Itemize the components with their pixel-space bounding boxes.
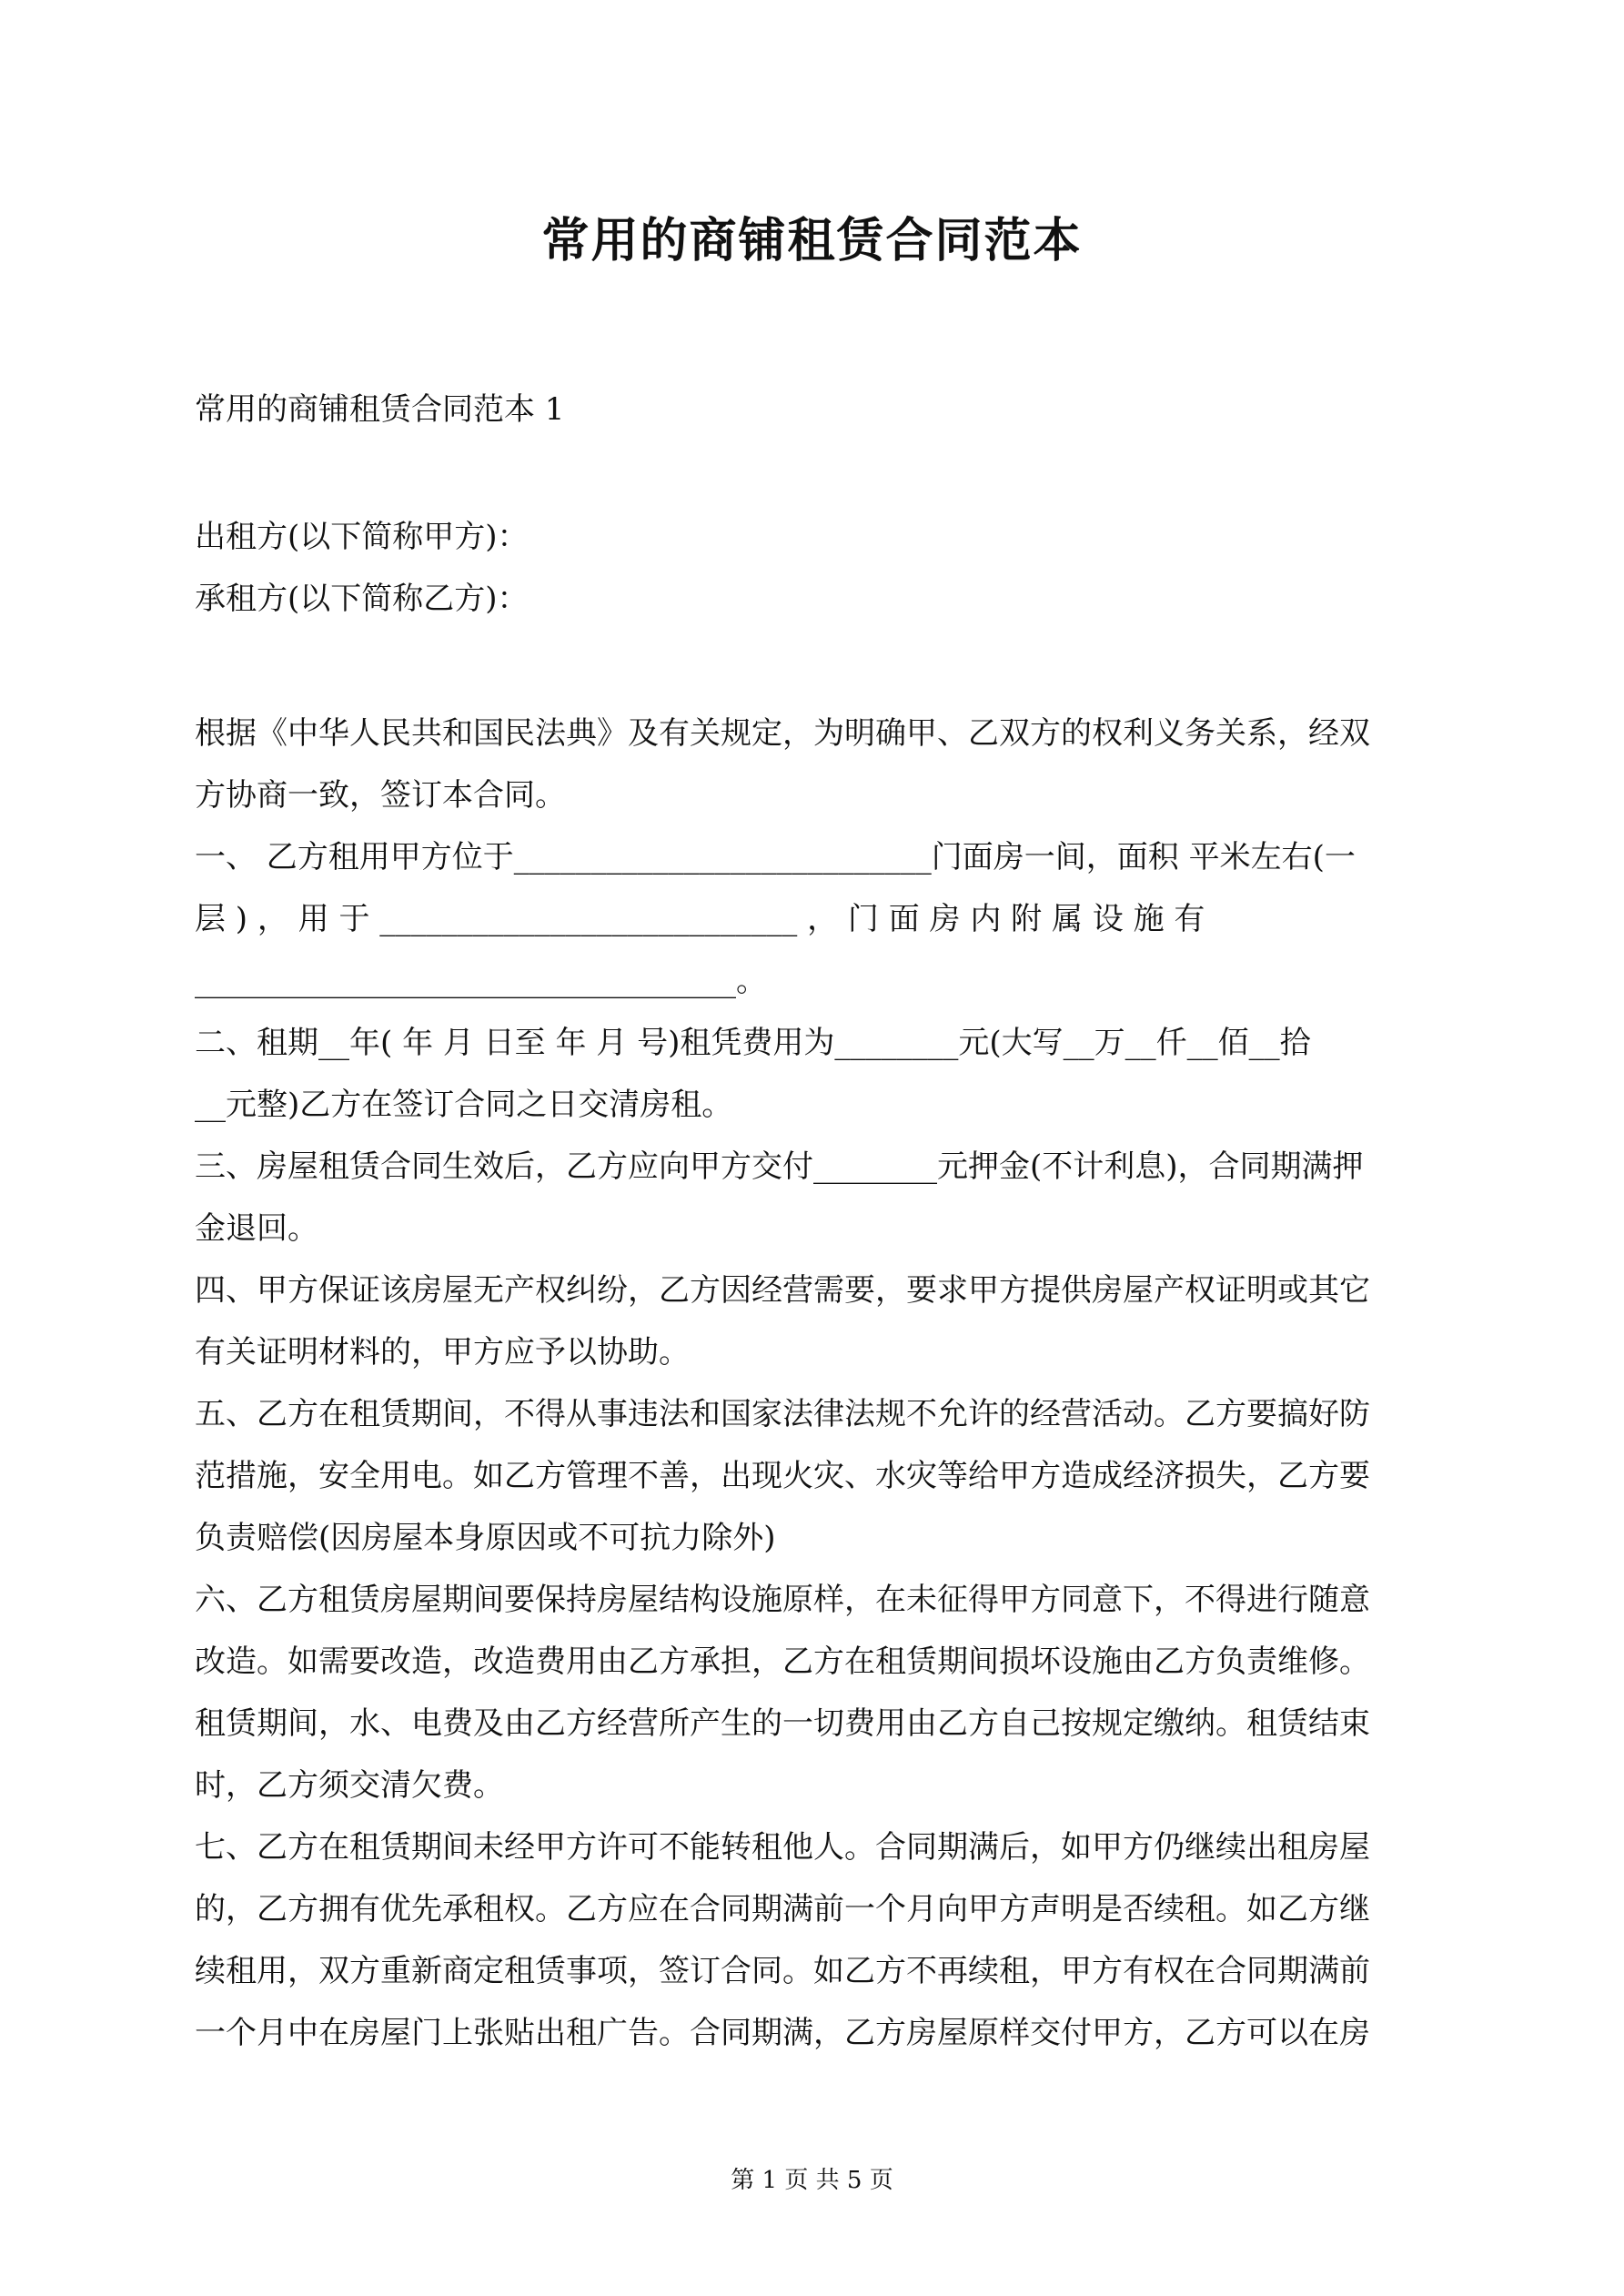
lessee-line: 承租方(以下简称乙方)：: [195, 581, 529, 617]
document-title: 常用的商铺租赁合同范本: [541, 213, 1083, 268]
body-line: 有关证明材料的，甲方应予以协助。: [195, 1334, 690, 1371]
body-line: 层 ) ， 用 于 ___________________________ ， 门 面 房 内 附 属 设 施 有: [195, 901, 1205, 937]
body-line: 负责赔偿(因房屋本身原因或不可抗力除外): [195, 1520, 776, 1556]
body-line: ___________________________________。: [195, 963, 767, 999]
body-line: 六、乙方租赁房屋期间要保持房屋结构设施原样，在未征得甲方同意下，不得进行随意: [195, 1582, 1370, 1618]
body-line: 金退回。: [195, 1210, 318, 1247]
body-line: 一、 乙方租用甲方位于___________________________门面房一间，面积 平米左右(一: [195, 839, 1356, 875]
body-line: 方协商一致，签订本合同。: [195, 777, 566, 814]
body-line: 的，乙方拥有优先承租权。乙方应在合同期满前一个月向甲方声明是否续租。如乙方继: [195, 1891, 1370, 1927]
body-line: __元整)乙方在签订合同之日交清房租。: [195, 1087, 733, 1123]
body-line: 时，乙方须交清欠费。: [195, 1767, 504, 1804]
body-line: 三、房屋租赁合同生效后，乙方应向甲方交付________元押金(不计利息)，合同期满押: [195, 1148, 1364, 1185]
body-line: 续租用，双方重新商定租赁事项，签订合同。如乙方不再续租，甲方有权在合同期满前: [195, 1953, 1370, 1989]
body-line: 租赁期间，水、电费及由乙方经营所产生的一切费用由乙方自己按规定缴纳。租赁结束: [195, 1705, 1370, 1742]
page-footer: 第 1 页 共 5 页: [731, 2167, 893, 2194]
body-line: 四、甲方保证该房屋无产权纠纷，乙方因经营需要，要求甲方提供房屋产权证明或其它: [195, 1272, 1370, 1309]
body-line: 根据《中华人民共和国民法典》及有关规定，为明确甲、乙双方的权利义务关系，经双: [195, 715, 1370, 752]
body-line: 五、乙方在租赁期间，不得从事违法和国家法律法规不允许的经营活动。乙方要搞好防: [195, 1396, 1370, 1432]
body-line: 一个月中在房屋门上张贴出租广告。合同期满，乙方房屋原样交付甲方，乙方可以在房: [195, 2015, 1370, 2051]
body-line: 二、租期__年( 年 月 日至 年 月 号)租凭费用为________元(大写__万__仟__佰__拾: [195, 1025, 1311, 1061]
subtitle: 常用的商铺租赁合同范本 1: [195, 391, 565, 428]
body-line: 范措施，安全用电。如乙方管理不善，出现火灾、水灾等给甲方造成经济损失，乙方要: [195, 1458, 1370, 1494]
body-line: 改造。如需要改造，改造费用由乙方承担，乙方在租赁期间损坏设施由乙方负责维修。: [195, 1644, 1370, 1680]
body-line: 七、乙方在租赁期间未经甲方许可不能转租他人。合同期满后，如甲方仍继续出租房屋: [195, 1829, 1370, 1866]
lessor-line: 出租方(以下简称甲方)：: [195, 519, 529, 555]
